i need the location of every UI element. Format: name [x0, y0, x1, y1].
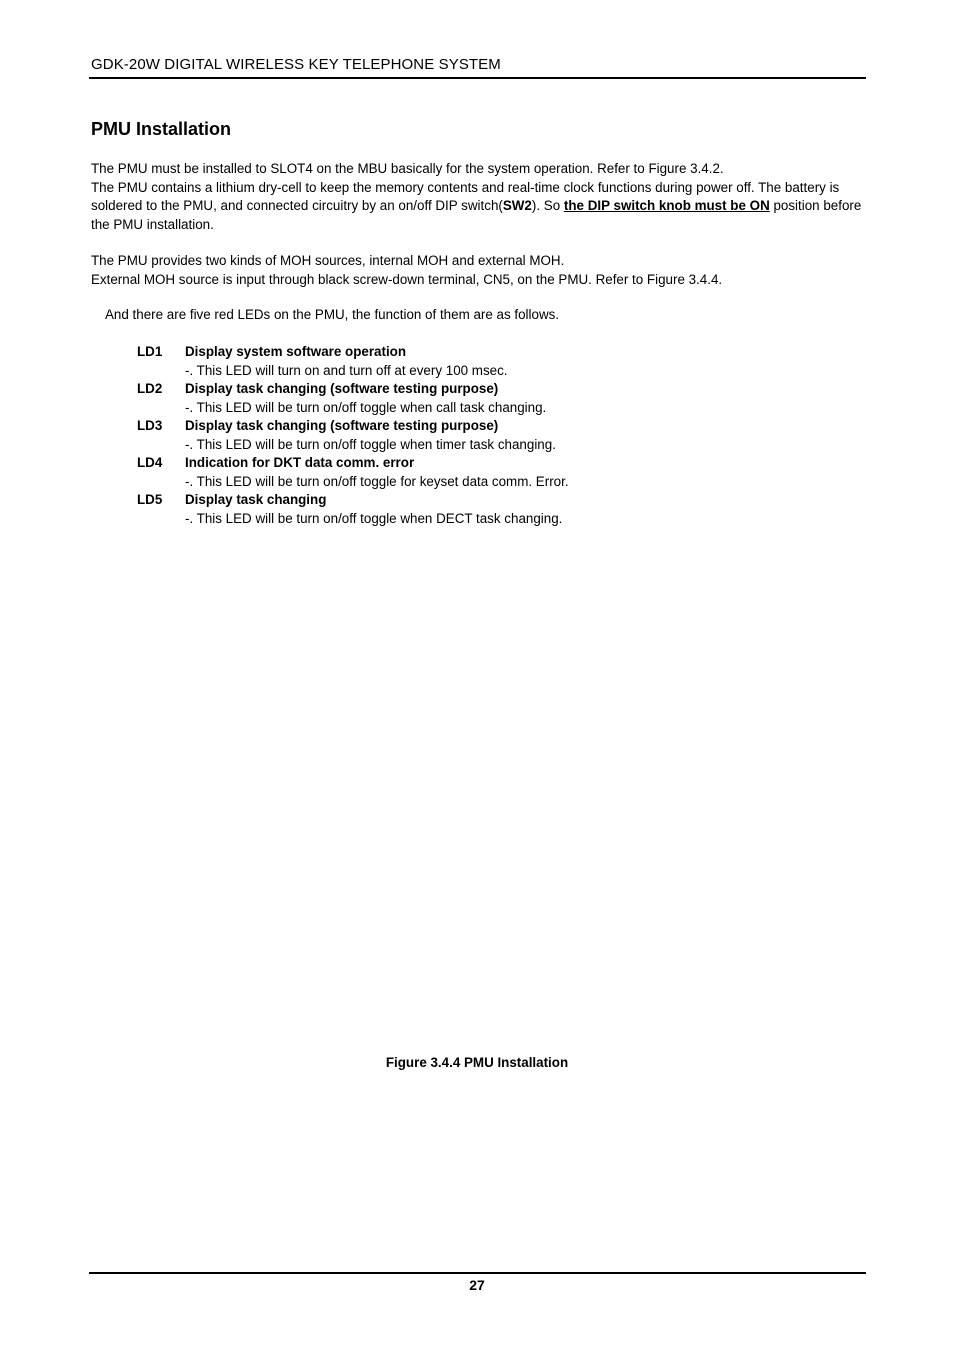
- led-title: Display task changing (software testing purpose): [185, 418, 499, 433]
- footer-divider: [89, 1272, 866, 1274]
- led-list: [137, 343, 837, 528]
- led-code: LD2: [137, 381, 163, 396]
- led-item: [137, 454, 837, 491]
- paragraph-line: The PMU must be installed to SLOT4 on the MBU basically for the system operation. Refer to Figure 3.4.2.: [91, 161, 724, 176]
- led-item: [137, 343, 837, 380]
- led-description: -. This LED will be turn on/off toggle for keyset data comm. Error.: [185, 473, 569, 489]
- section-heading: PMU Installation: [91, 119, 232, 139]
- led-item: [137, 380, 837, 417]
- led-code: LD4: [137, 455, 163, 470]
- led-code: LD3: [137, 418, 163, 433]
- paragraph-line: [91, 179, 866, 235]
- text-span: The PMU contains a lithium dry-cell to keep the memory contents and real-time clock functions during power off. The battery is soldered to the PMU, and connected circuitry by an on/off DIP switch(: [91, 179, 840, 214]
- leds-intro: And there are five red LEDs on the PMU, the function of them are as follows.: [105, 307, 560, 322]
- switch-name: SW2: [502, 198, 532, 214]
- document-header-title: GDK-20W DIGITAL WIRELESS KEY TELEPHONE SYSTEM: [91, 56, 501, 73]
- led-description: -. This LED will be turn on/off toggle when timer task changing.: [185, 436, 556, 452]
- text-span: ). So: [531, 198, 564, 214]
- header-divider: [89, 77, 866, 79]
- led-title: Indication for DKT data comm. error: [185, 455, 415, 470]
- text-span: position before the PMU installation.: [91, 198, 862, 232]
- led-item: [137, 417, 837, 454]
- page-number: 27: [469, 1277, 485, 1293]
- led-description: -. This LED will be turn on/off toggle when DECT task changing.: [185, 510, 563, 526]
- important-note: the DIP switch knob must be ON: [563, 198, 770, 214]
- paragraph-line: The PMU provides two kinds of MOH sources, internal MOH and external MOH.: [91, 253, 565, 268]
- paragraph-installation: [91, 160, 866, 234]
- led-code: LD5: [137, 492, 163, 507]
- led-title: Display task changing: [185, 492, 327, 507]
- paragraph-moh: [91, 252, 866, 289]
- led-title: Display system software operation: [185, 344, 407, 359]
- led-code: LD1: [137, 344, 163, 359]
- led-item: [137, 491, 837, 528]
- figure-caption: Figure 3.4.4 PMU Installation: [385, 1055, 569, 1070]
- led-description: -. This LED will turn on and turn off at every 100 msec.: [185, 362, 508, 378]
- paragraph-line: External MOH source is input through black screw-down terminal, CN5, on the PMU. Refer to Figure 3.4.4.: [91, 271, 723, 287]
- led-title: Display task changing (software testing purpose): [185, 381, 499, 396]
- led-description: -. This LED will be turn on/off toggle when call task changing.: [185, 399, 547, 415]
